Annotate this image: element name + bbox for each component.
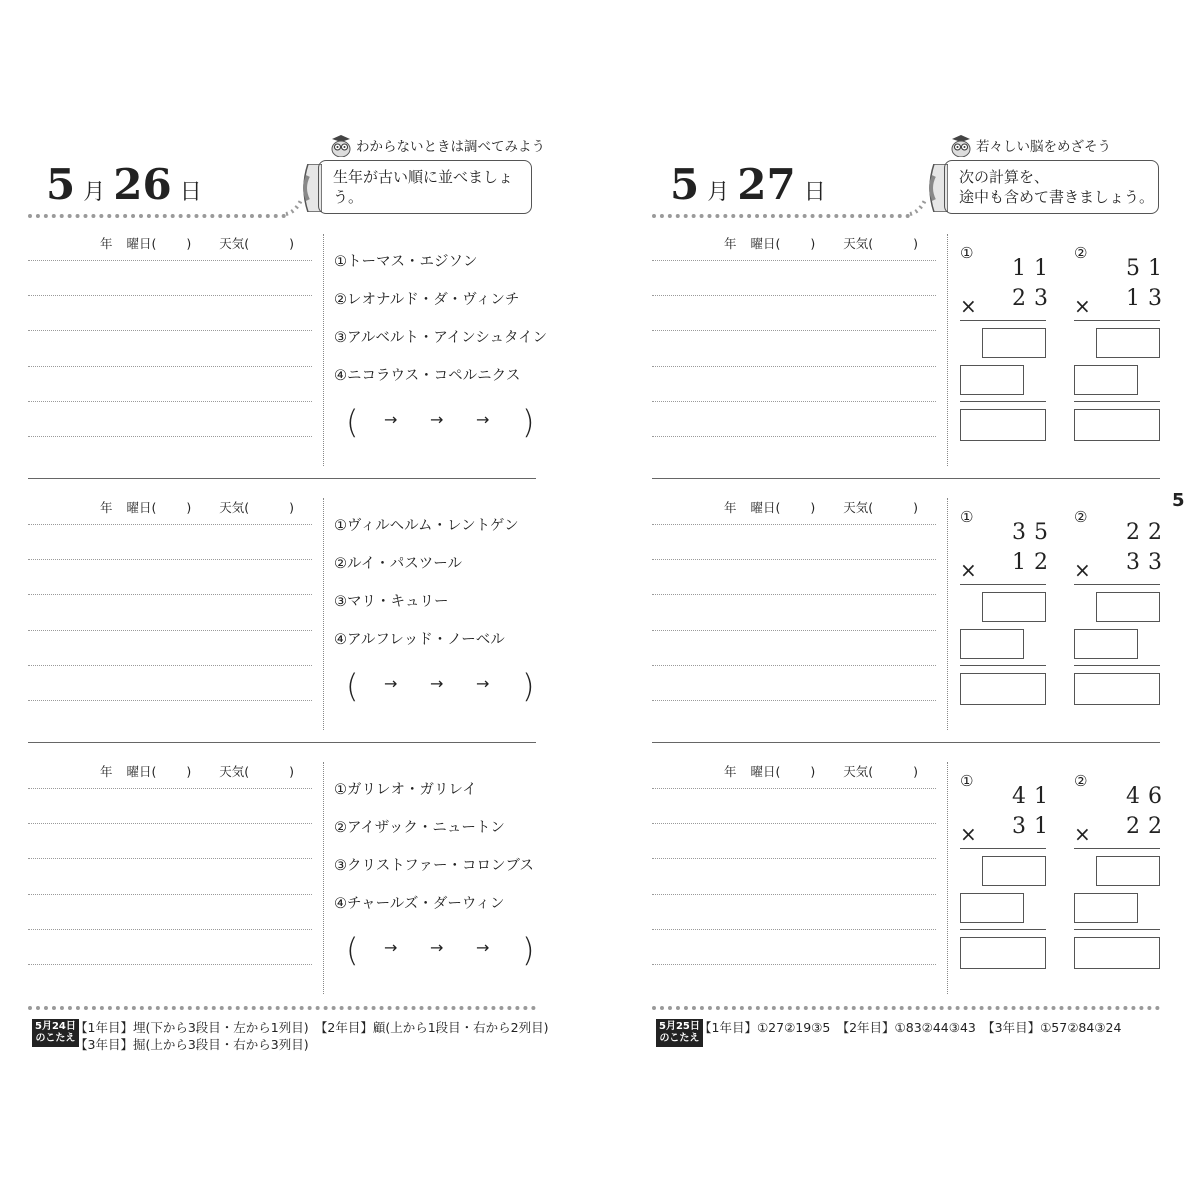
final-answer-box[interactable]: [960, 673, 1046, 705]
list-item: ④チャールズ・ダーウィン: [334, 896, 505, 912]
ruled-line: [28, 295, 312, 296]
result-bar: [960, 665, 1046, 666]
answer-row: [346, 402, 536, 442]
ruled-line: [28, 401, 312, 402]
problem-label: ②: [1074, 508, 1088, 526]
ruled-line: [652, 964, 936, 965]
open-paren: (: [346, 667, 359, 705]
multiplier: 31: [1012, 814, 1056, 839]
ruled-line: [652, 858, 936, 859]
multiplicand: 11: [1012, 256, 1056, 281]
result-bar: [960, 584, 1046, 585]
footer-dotted-line: [28, 1006, 536, 1010]
weather-label: 天気(: [843, 236, 874, 251]
weather-label: 天気(: [219, 764, 250, 779]
partial-answer-box[interactable]: [1074, 629, 1138, 659]
ruled-line: [28, 894, 312, 895]
year-label: 年: [100, 236, 113, 251]
ruled-line: [28, 964, 312, 965]
weather-close: ): [913, 236, 919, 251]
arrow-icon: →: [476, 674, 490, 693]
ruled-line: [652, 594, 936, 595]
footer-dotted-line: [652, 1006, 1160, 1010]
ruled-line: [652, 788, 936, 789]
ruled-line: [28, 858, 312, 859]
multiplicand: 22: [1126, 520, 1170, 545]
year-label: 年: [724, 236, 737, 251]
header-dotted-line: [28, 214, 286, 218]
problem-label: ②: [1074, 244, 1088, 262]
list-item: ①ガリレオ・ガリレイ: [334, 782, 477, 798]
answer-line-2: 【3年目】掘(上から3段目・右から3列目): [75, 1037, 309, 1052]
question-list: [334, 514, 519, 666]
ruled-line: [652, 823, 936, 824]
partial-answer-box[interactable]: [960, 629, 1024, 659]
times-icon: ×: [1074, 558, 1091, 582]
ruled-line: [652, 894, 936, 895]
right-page: [600, 0, 1200, 1200]
owl-teacher-icon: [330, 133, 352, 157]
partial-answer-box[interactable]: [1074, 365, 1138, 395]
list-item: ②レオナルド・ダ・ヴィンチ: [334, 292, 520, 308]
multiplicand: 35: [1012, 520, 1056, 545]
multiplier: 12: [1012, 550, 1056, 575]
date-meta-row: [724, 762, 918, 780]
question-list: [334, 250, 547, 402]
times-icon: ×: [960, 294, 977, 318]
open-paren: (: [346, 403, 359, 441]
hint-text: 若々しい脳をめざそう: [976, 139, 1111, 155]
multiplication-problem: [1074, 508, 1170, 718]
multiplicand: 51: [1126, 256, 1170, 281]
list-item: ②アイザック・ニュートン: [334, 820, 505, 836]
section-2: [28, 498, 536, 748]
final-answer-box[interactable]: [1074, 937, 1160, 969]
arrow-icon: →: [476, 938, 490, 957]
hint-text: わからないときは調べてみよう: [356, 139, 545, 155]
ruled-line: [652, 295, 936, 296]
arrow-icon: →: [430, 938, 444, 957]
year-label: 年: [100, 764, 113, 779]
date-meta-row: [724, 498, 918, 516]
day-number: 27: [737, 160, 796, 209]
multiplication-problem: [960, 508, 1056, 718]
month-number: 5: [670, 160, 700, 209]
weekday-label: 曜日(: [126, 236, 157, 251]
result-bar: [1074, 401, 1160, 402]
ruled-line: [28, 366, 312, 367]
hint-label: [330, 133, 545, 157]
result-bar: [1074, 320, 1160, 321]
instruction-box: [944, 160, 1159, 214]
weather-close: ): [289, 764, 295, 779]
close-paren: ): [522, 931, 535, 969]
list-item: ④ニコラウス・コペルニクス: [334, 368, 521, 384]
arrow-icon: →: [430, 410, 444, 429]
ruled-line: [652, 366, 936, 367]
weekday-close: ): [186, 236, 192, 251]
section-separator: [28, 478, 536, 479]
ruled-line: [652, 559, 936, 560]
day-number: 26: [113, 160, 172, 209]
date-heading: [46, 160, 210, 210]
section-separator: [652, 478, 1160, 479]
weather-close: ): [289, 500, 295, 515]
ruled-line: [652, 401, 936, 402]
ruled-line: [652, 700, 936, 701]
list-item: ①ヴィルヘルム・レントゲン: [334, 518, 519, 534]
ruled-line: [652, 665, 936, 666]
section-1: [28, 234, 548, 484]
list-item: ③クリストファー・コロンブス: [334, 858, 534, 874]
ruled-line: [28, 559, 312, 560]
arrow-icon: →: [384, 410, 398, 429]
final-answer-box[interactable]: [960, 409, 1046, 441]
month-unit: 月: [707, 180, 730, 205]
multiplication-problem: [1074, 244, 1170, 454]
ruled-line: [652, 630, 936, 631]
instruction-box: [318, 160, 532, 214]
result-bar: [1074, 665, 1160, 666]
day-unit: 日: [803, 180, 826, 205]
ruled-line: [652, 436, 936, 437]
times-icon: ×: [960, 558, 977, 582]
weekday-close: ): [810, 236, 816, 251]
ruled-line: [652, 524, 936, 525]
partial-answer-box[interactable]: [982, 592, 1046, 622]
section-2: [652, 498, 1170, 748]
vertical-divider: [323, 234, 324, 466]
arrow-icon: →: [384, 938, 398, 957]
weather-label: 天気(: [219, 236, 250, 251]
answer-line-1: 【1年目】①27②19③5 【2年目】①83②44③43 【3年目】①57②84③24: [699, 1020, 1122, 1035]
badge-caption: のこたえ: [35, 1033, 76, 1044]
open-paren: (: [346, 931, 359, 969]
result-bar: [960, 848, 1046, 849]
multiplier: 22: [1126, 814, 1170, 839]
section-1: [652, 234, 1170, 484]
weekday-label: 曜日(: [126, 500, 157, 515]
weather-close: ): [913, 500, 919, 515]
partial-answer-box[interactable]: [960, 365, 1024, 395]
section-3: [28, 762, 536, 1012]
vertical-divider: [323, 762, 324, 994]
list-item: ③マリ・キュリー: [334, 594, 449, 610]
weather-close: ): [913, 764, 919, 779]
partial-answer-box[interactable]: [960, 893, 1024, 923]
date-meta-row: [100, 498, 294, 516]
ruled-line: [652, 929, 936, 930]
multiplication-problem: [960, 244, 1056, 454]
badge-date: 5月24日: [35, 1021, 76, 1032]
multiplier: 33: [1126, 550, 1170, 575]
list-item: ②ルイ・パスツール: [334, 556, 462, 572]
ruled-line: [652, 330, 936, 331]
answer-line-1: 【1年目】埋(下から3段目・左から1列目) 【2年目】顧(上から1段目・右から2列目): [75, 1020, 549, 1035]
multiplicand: 41: [1012, 784, 1056, 809]
weekday-close: ): [810, 764, 816, 779]
close-paren: ): [522, 403, 535, 441]
ruled-line: [28, 436, 312, 437]
problem-label: ①: [960, 508, 974, 526]
final-answer-box[interactable]: [1074, 409, 1160, 441]
ruled-line: [28, 630, 312, 631]
section-3: [652, 762, 1170, 1012]
result-bar: [960, 929, 1046, 930]
section-separator: [652, 742, 1160, 743]
date-meta-row: [100, 762, 294, 780]
partial-answer-box[interactable]: [982, 328, 1046, 358]
month-unit: 月: [83, 180, 106, 205]
date-meta-row: [100, 234, 294, 252]
owl-teacher-icon: [950, 133, 972, 157]
instruction-text: 生年が古い順に並べましょう。: [333, 168, 514, 206]
multiplier: 23: [1012, 286, 1056, 311]
instruction-text-line-1: 次の計算を、: [959, 168, 1050, 186]
ruled-line: [28, 260, 312, 261]
multiplicand: 46: [1126, 784, 1170, 809]
list-item: ③アルベルト・アインシュタイン: [334, 330, 548, 346]
result-bar: [1074, 929, 1160, 930]
vertical-divider: [947, 234, 948, 466]
partial-answer-box[interactable]: [982, 856, 1046, 886]
weekday-label: 曜日(: [126, 764, 157, 779]
day-unit: 日: [179, 180, 202, 205]
multiplier: 13: [1126, 286, 1170, 311]
ruled-line: [28, 700, 312, 701]
date-meta-row: [724, 234, 918, 252]
weather-label: 天気(: [843, 764, 874, 779]
weekday-label: 曜日(: [750, 500, 781, 515]
weekday-close: ): [810, 500, 816, 515]
weekday-label: 曜日(: [750, 236, 781, 251]
answer-badge: [32, 1019, 79, 1047]
times-icon: ×: [960, 822, 977, 846]
answer-row: [346, 666, 536, 706]
partial-answer-box[interactable]: [1096, 592, 1160, 622]
weather-label: 天気(: [219, 500, 250, 515]
ruled-line: [28, 823, 312, 824]
final-answer-box[interactable]: [960, 937, 1046, 969]
ruled-line: [28, 594, 312, 595]
list-item: ④アルフレッド・ノーベル: [334, 632, 505, 648]
badge-caption: のこたえ: [659, 1033, 700, 1044]
partial-answer-box[interactable]: [1096, 328, 1160, 358]
page-edge-mark: 5: [1172, 490, 1185, 511]
badge-date: 5月25日: [659, 1021, 700, 1032]
weekday-label: 曜日(: [750, 764, 781, 779]
result-bar: [960, 320, 1046, 321]
ruled-line: [28, 788, 312, 789]
weather-label: 天気(: [843, 500, 874, 515]
weekday-close: ): [186, 764, 192, 779]
times-icon: ×: [1074, 294, 1091, 318]
year-label: 年: [724, 500, 737, 515]
question-list: [334, 778, 534, 930]
vertical-divider: [323, 498, 324, 730]
list-item: ①トーマス・エジソン: [334, 254, 478, 270]
month-number: 5: [46, 160, 76, 209]
header-dotted-line: [652, 214, 910, 218]
result-bar: [1074, 848, 1160, 849]
problem-label: ②: [1074, 772, 1088, 790]
partial-answer-box[interactable]: [1096, 856, 1160, 886]
ruled-line: [28, 524, 312, 525]
partial-answer-box[interactable]: [1074, 893, 1138, 923]
close-paren: ): [522, 667, 535, 705]
ruled-line: [652, 260, 936, 261]
weekday-close: ): [186, 500, 192, 515]
ruled-line: [28, 929, 312, 930]
arrow-icon: →: [430, 674, 444, 693]
year-label: 年: [100, 500, 113, 515]
date-heading: [670, 160, 834, 210]
result-bar: [1074, 584, 1160, 585]
ruled-line: [28, 330, 312, 331]
multiplication-problem: [960, 772, 1056, 982]
year-label: 年: [724, 764, 737, 779]
answer-row: [346, 930, 536, 970]
vertical-divider: [947, 498, 948, 730]
weather-close: ): [289, 236, 295, 251]
times-icon: ×: [1074, 822, 1091, 846]
section-separator: [28, 742, 536, 743]
ruled-line: [28, 665, 312, 666]
vertical-divider: [947, 762, 948, 994]
multiplication-problem: [1074, 772, 1170, 982]
problem-label: ①: [960, 772, 974, 790]
arrow-icon: →: [476, 410, 490, 429]
arrow-icon: →: [384, 674, 398, 693]
instruction-text-line-2: 途中も含めて書きましょう。: [959, 188, 1155, 206]
problem-label: ①: [960, 244, 974, 262]
answer-badge: [656, 1019, 703, 1047]
result-bar: [960, 401, 1046, 402]
final-answer-box[interactable]: [1074, 673, 1160, 705]
hint-label: [950, 133, 1111, 157]
